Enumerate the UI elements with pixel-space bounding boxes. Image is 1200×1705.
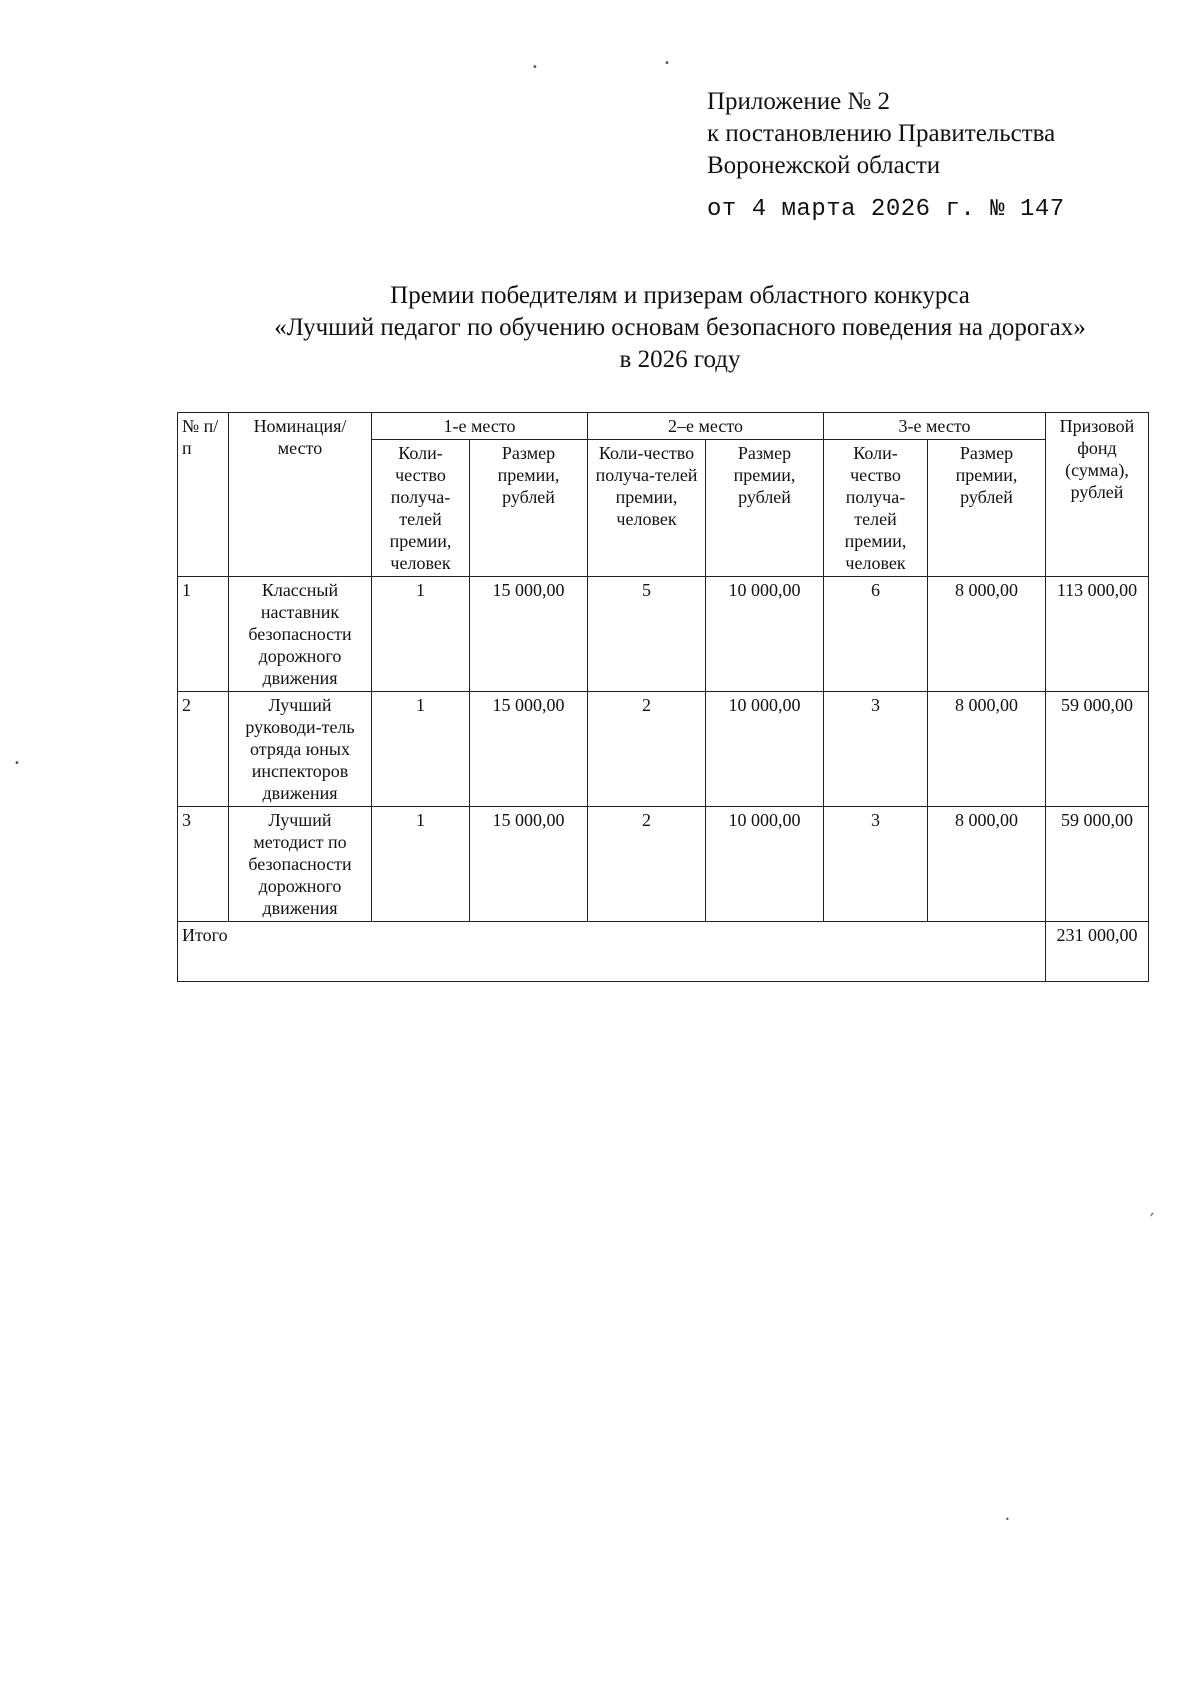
- row-count-2: 2: [588, 807, 706, 922]
- row-count-3: 3: [824, 692, 928, 807]
- header-nomination: Номинация/ место: [229, 413, 372, 577]
- header-row-1: [178, 413, 1149, 440]
- row-num: 2: [178, 692, 229, 807]
- row-count-2: 2: [588, 692, 706, 807]
- row-amount-1: 15 000,00: [470, 577, 588, 692]
- scan-speck: ′: [1150, 1210, 1155, 1231]
- appendix-region: Воронежской области: [707, 152, 941, 179]
- row-nomination: Лучший руководи-тель отряда юных инспекторов движения: [229, 692, 372, 807]
- row-amount-3: 8 000,00: [928, 577, 1046, 692]
- header-count-3: Коли-чество получа-телей премии, человек: [824, 440, 928, 577]
- row-num: 1: [178, 577, 229, 692]
- row-count-2: 5: [588, 577, 706, 692]
- row-count-1: 1: [372, 807, 470, 922]
- row-amount-3: 8 000,00: [928, 807, 1046, 922]
- appendix-date: от 4 марта 2026 г. № 147: [707, 196, 1065, 223]
- header-num: № п/п: [178, 413, 229, 577]
- row-count-1: 1: [372, 692, 470, 807]
- header-amount-3: Размер премии, рублей: [928, 440, 1046, 577]
- row-nomination: Классный наставник безопасности дорожного движения: [229, 577, 372, 692]
- row-amount-2: 10 000,00: [706, 807, 824, 922]
- row-count-1: 1: [372, 577, 470, 692]
- prizes-table: [177, 412, 1149, 982]
- header-count-1: Коли-чество получа-телей премии, человек: [372, 440, 470, 577]
- row-nomination: Лучший методист по безопасности дорожного движения: [229, 807, 372, 922]
- row-amount-1: 15 000,00: [470, 692, 588, 807]
- scan-speck: •: [14, 758, 20, 769]
- table-row: [178, 807, 1149, 922]
- table-row: [178, 692, 1149, 807]
- header-amount-1: Размер премии, рублей: [470, 440, 588, 577]
- title-line-3: в 2026 году: [619, 346, 741, 373]
- row-num: 3: [178, 807, 229, 922]
- total-value: 231 000,00: [1046, 922, 1149, 982]
- row-amount-3: 8 000,00: [928, 692, 1046, 807]
- appendix-number: Приложение № 2: [707, 88, 891, 115]
- scan-speck: •: [1005, 1515, 1010, 1524]
- scan-speck: •: [532, 62, 538, 73]
- document-title: [160, 280, 1200, 376]
- row-fund: 59 000,00: [1046, 692, 1149, 807]
- row-fund: 113 000,00: [1046, 577, 1149, 692]
- row-amount-2: 10 000,00: [706, 577, 824, 692]
- total-row: [178, 922, 1149, 982]
- row-fund: 59 000,00: [1046, 807, 1149, 922]
- header-place-1: 1-е место: [372, 413, 588, 440]
- title-line-2: «Лучший педагог по обучению основам безопасного поведения на дорогах»: [274, 314, 1086, 341]
- header-place-2: 2–е место: [588, 413, 824, 440]
- row-count-3: 6: [824, 577, 928, 692]
- table-row: [178, 577, 1149, 692]
- header-place-3: 3-е место: [824, 413, 1046, 440]
- total-label: Итого: [178, 922, 1046, 982]
- row-count-3: 3: [824, 807, 928, 922]
- title-line-1: Премии победителям и призерам областного конкурса: [390, 282, 970, 309]
- appendix-reference: к постановлению Правительства: [707, 120, 1056, 147]
- appendix-block: [707, 86, 1065, 226]
- header-fund: Призовой фонд (сумма), рублей: [1046, 413, 1149, 577]
- header-amount-2: Размер премии, рублей: [706, 440, 824, 577]
- scan-speck: •: [664, 58, 670, 69]
- row-amount-2: 10 000,00: [706, 692, 824, 807]
- row-amount-1: 15 000,00: [470, 807, 588, 922]
- header-count-2: Коли-чество получа-телей премии, человек: [588, 440, 706, 577]
